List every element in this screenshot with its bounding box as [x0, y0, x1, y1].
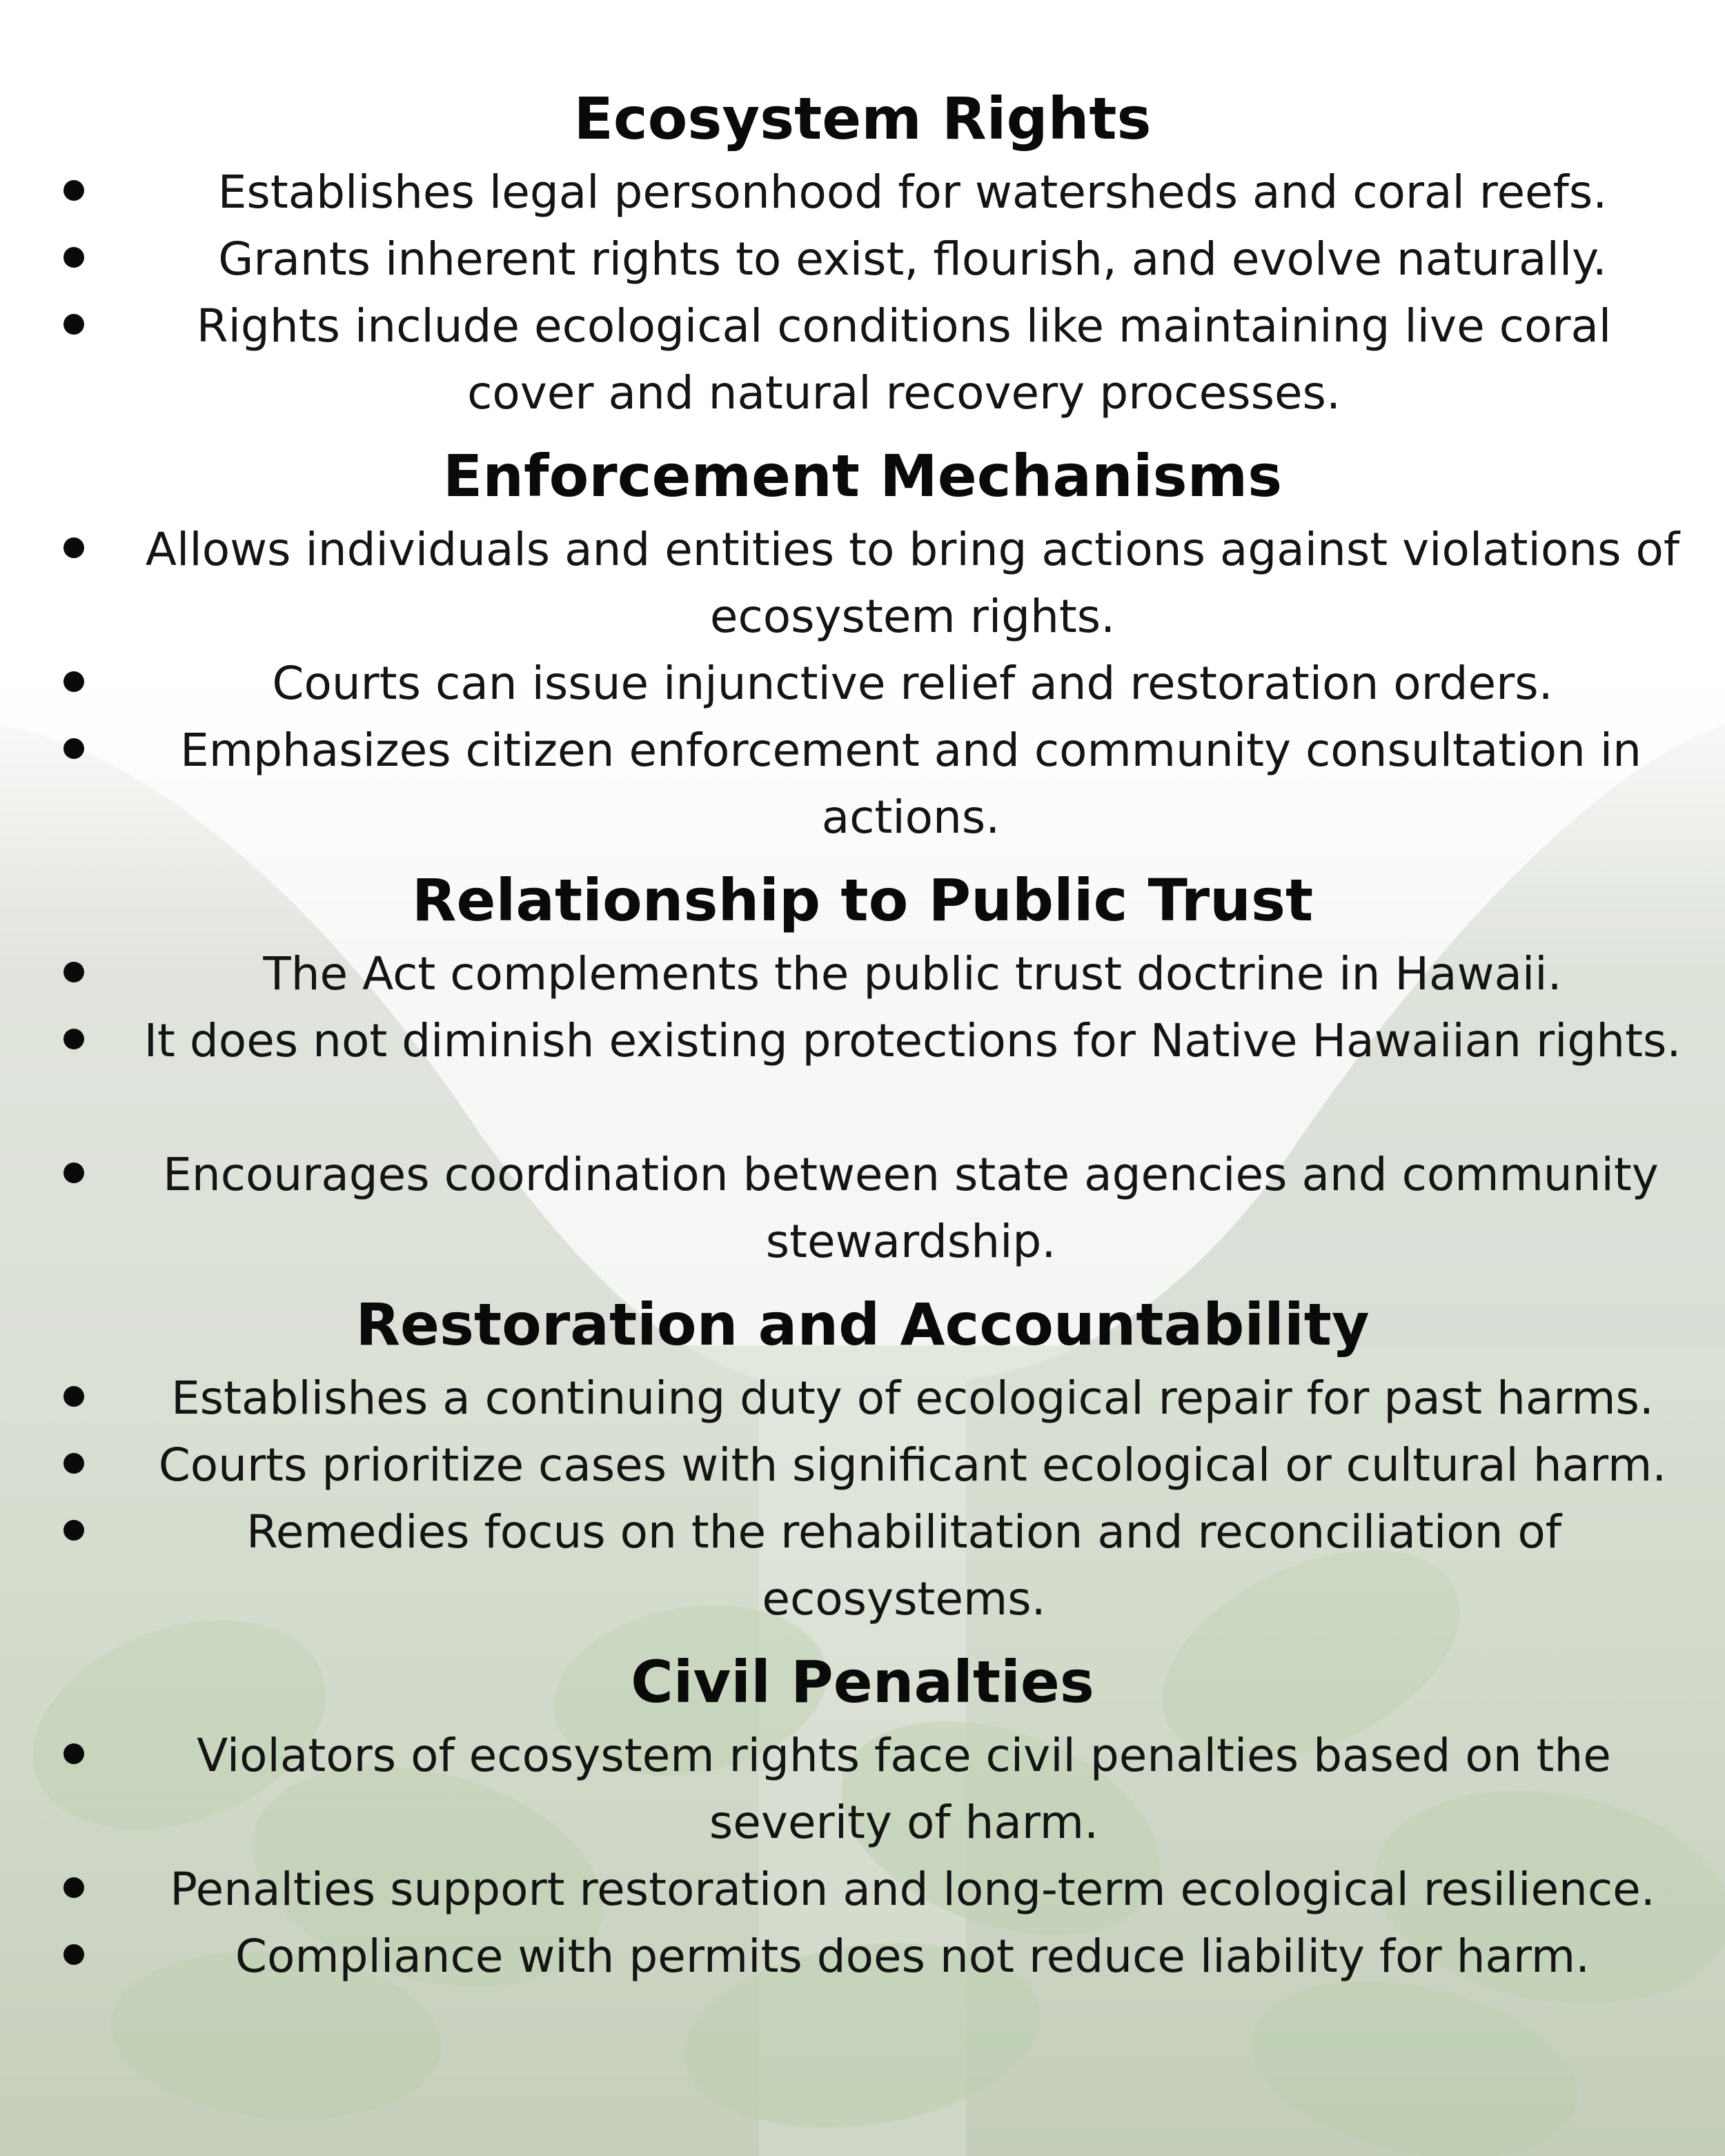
list-item: Rights include ecological conditions like maintaining live coral cover and natural recovery processes.: [0, 293, 1725, 426]
list-item: Compliance with permits does not reduce liability for harm.: [0, 1923, 1725, 1990]
list-item: Establishes a continuing duty of ecological repair for past harms.: [0, 1365, 1725, 1432]
list-item: Establishes legal personhood for watersheds and coral reefs.: [0, 159, 1725, 226]
section-enforcement-mechanisms: [0, 442, 1725, 851]
list-item: Encourages coordination between state agencies and community stewardship.: [0, 1141, 1725, 1275]
section-title: Enforcement Mechanisms: [442, 442, 1283, 510]
section-title: Civil Penalties: [631, 1648, 1094, 1716]
list-item: Remedies focus on the rehabilitation and reconciliation of ecosystems.: [0, 1499, 1725, 1632]
list-item: Grants inherent rights to exist, flourish, and evolve naturally.: [0, 226, 1725, 293]
bullet-icon: [63, 1743, 84, 1764]
section-title: Ecosystem Rights: [573, 85, 1152, 152]
bullet-icon: [63, 1453, 84, 1474]
bullet-icon: [63, 962, 84, 982]
bullet-icon: [63, 671, 84, 692]
bullet-icon: [63, 1386, 84, 1407]
bullet-icon: [63, 537, 84, 558]
list-item: Violators of ecosystem rights face civil penalties based on the severity of harm.: [0, 1722, 1725, 1856]
section-title: Relationship to Public Trust: [411, 867, 1314, 934]
bullet-icon: [63, 738, 84, 759]
list-item: Penalties support restoration and long-term ecological resilience.: [0, 1856, 1725, 1923]
section-restoration-and-accountability: [0, 1290, 1725, 1632]
bullet-icon: [63, 1944, 84, 1965]
bullet-icon: [63, 314, 84, 335]
bullet-list: [0, 1722, 1725, 1990]
bullet-icon: [63, 1520, 84, 1541]
section-civil-penalties: [0, 1648, 1725, 1990]
bullet-icon: [63, 1877, 84, 1898]
list-item: The Act complements the public trust doctrine in Hawaii.: [0, 940, 1725, 1007]
bullet-list: [0, 940, 1725, 1275]
list-item: Allows individuals and entities to bring actions against violations of ecosystem rights.: [0, 516, 1725, 650]
bullet-icon: [63, 1163, 84, 1183]
bullet-icon: [63, 247, 84, 268]
bullet-icon: [63, 180, 84, 201]
bullet-icon: [63, 1029, 84, 1049]
section-relationship-to-public-trust: [0, 866, 1725, 1275]
list-item: Emphasizes citizen enforcement and community consultation in actions.: [0, 717, 1725, 851]
section-ecosystem-rights: [0, 84, 1725, 426]
list-item: Courts prioritize cases with significant ecological or cultural harm.: [0, 1432, 1725, 1499]
list-item: It does not diminish existing protections for Native Hawaiian rights.: [0, 1007, 1725, 1074]
list-item: Courts can issue injunctive relief and restoration orders.: [0, 650, 1725, 717]
bullet-list: [0, 1365, 1725, 1632]
bullet-list: [0, 159, 1725, 426]
bullet-list: [0, 516, 1725, 851]
section-title: Restoration and Accountability: [355, 1291, 1370, 1358]
